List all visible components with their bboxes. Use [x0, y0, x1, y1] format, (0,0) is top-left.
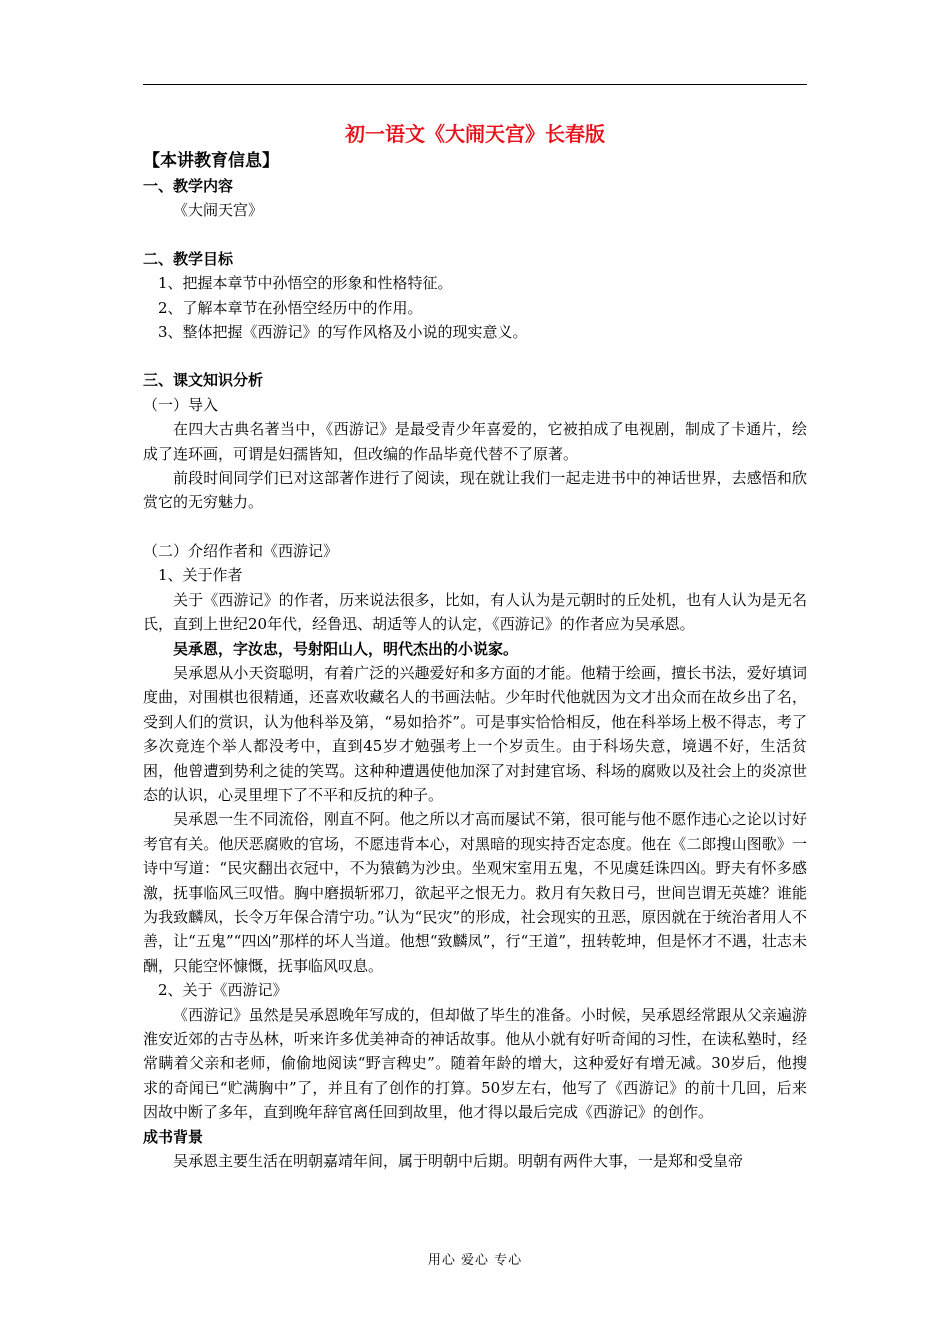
part2-heading: 二、教学目标	[143, 249, 234, 268]
document-title: 初一语文《大闹天宫》长春版	[345, 122, 605, 146]
author-summary-bold: 吴承恩，字汝忠，号射阳山人，明代杰出的小说家。	[173, 639, 519, 658]
section-info-heading: 【本讲教育信息】	[143, 151, 279, 171]
about-author-heading: 1、关于作者	[158, 566, 243, 585]
author-paragraph-3: 吴承恩一生不同流俗，刚直不阿。他之所以才高而屡试不第，很可能与他不愿作违心之论以讨好考官有关。他厌恶腐败的官场，不愿违背本心，对黑暗的现实持否定态度。他在《二郎搜山图歌》一诗中写道：“民灾翻出衣冠中，不为猿鹤为沙虫。坐观宋室用五鬼，不见虞廷诛四凶。野夫有怀多感激，抚事临风三叹惜。胸中磨损斩邪刀，欲起平之恨无力。救月有矢救日弓，世间岂谓无英雄？谁能为我致麟凤，长令万年保合清宁功。”认为“民灾”的形成，社会现实的丑恶，原因就在于统治者用人不善，让“五鬼”“四凶”那样的坏人当道。他想“致麟凤”，行“王道”，扭转乾坤，但是怀才不遇，壮志未酬，只能空怀慷慨，抚事临风叹息。	[143, 810, 807, 975]
part3-heading: 三、课文知识分析	[143, 371, 264, 390]
background-paragraph: 吴承恩主要生活在明朝嘉靖年间，属于明朝中后期。明朝有两件大事，一是郑和受皇帝	[173, 1152, 744, 1171]
part1-heading: 一、教学内容	[143, 177, 234, 195]
goal-item-2: 2、了解本章节在孙悟空经历中的作用。	[158, 298, 423, 317]
page-footer: 用心 爱心 专心	[427, 1253, 523, 1268]
part1-content: 《大闹天宫》	[173, 201, 264, 220]
intro-paragraph-2: 前段时间同学们已对这部著作进行了阅读，现在就让我们一起走进书中的神话世界，去感悟和欣赏它的无穷魅力。	[143, 469, 807, 512]
document-body	[143, 120, 807, 1173]
about-book-heading: 2、关于《西游记》	[158, 981, 288, 1000]
header-rule	[143, 84, 807, 85]
sub2-heading: （二）介绍作者和《西游记》	[143, 541, 339, 560]
goal-item-3: 3、整体把握《西游记》的写作风格及小说的现实意义。	[158, 323, 528, 342]
goal-item-1: 1、把握本章节中孙悟空的形象和性格特征。	[158, 274, 453, 293]
author-paragraph-1: 关于《西游记》的作者，历来说法很多，比如，有人认为是元朝时的丘处机，也有人认为是无名氏，直到上世纪20年代，经鲁迅、胡适等人的认定，《西游记》的作者应为吴承恩。	[143, 590, 807, 634]
sub1-heading: （一）导入	[143, 395, 219, 414]
intro-paragraph-1: 在四大古典名著当中，《西游记》是最受青少年喜爱的，它被拍成了电视剧，制成了卡通片，绘成了连环画，可谓是妇孺皆知，但改编的作品毕竟代替不了原著。	[143, 420, 807, 463]
author-paragraph-2: 吴承恩从小天资聪明，有着广泛的兴趣爱好和多方面的才能。他精于绘画，擅长书法，爱好填词度曲，对围棋也很精通，还喜欢收藏名人的书画法帖。少年时代他就因为文才出众而在故乡出了名，受到人们的赏识，认为他科举及第，“易如拾芥”。可是事实恰恰相反，他在科举场上极不得志，考了多次竟连个举人都没考中，直到45岁才勉强考上一个岁贡生。由于科场失意，境遇不好，生活贫困，他曾遭到势利之徒的笑骂。这种种遭遇使他加深了对封建官场、科场的腐败以及社会上的炎凉世态的认识，心灵里埋下了不平和反抗的种子。	[143, 663, 807, 804]
background-heading: 成书背景	[143, 1127, 204, 1146]
book-paragraph: 《西游记》虽然是吴承恩晚年写成的，但却做了毕生的准备。小时候，吴承恩经常跟从父亲遍游淮安近郊的古寺丛林，听来许多优美神奇的神话故事。他从小就有好听奇闻的习性，在读私塾时，经常瞒着父亲和老师，偷偷地阅读“野言稗史”。随着年龄的增大，这种爱好有增无减。30岁后，他搜求的奇闻已“贮满胸中”了，并且有了创作的打算。50岁左右，他写了《西游记》的前十几回，后来因故中断了多年，直到晚年辞官离任回到故里，他才得以最后完成《西游记》的创作。	[143, 1005, 807, 1122]
